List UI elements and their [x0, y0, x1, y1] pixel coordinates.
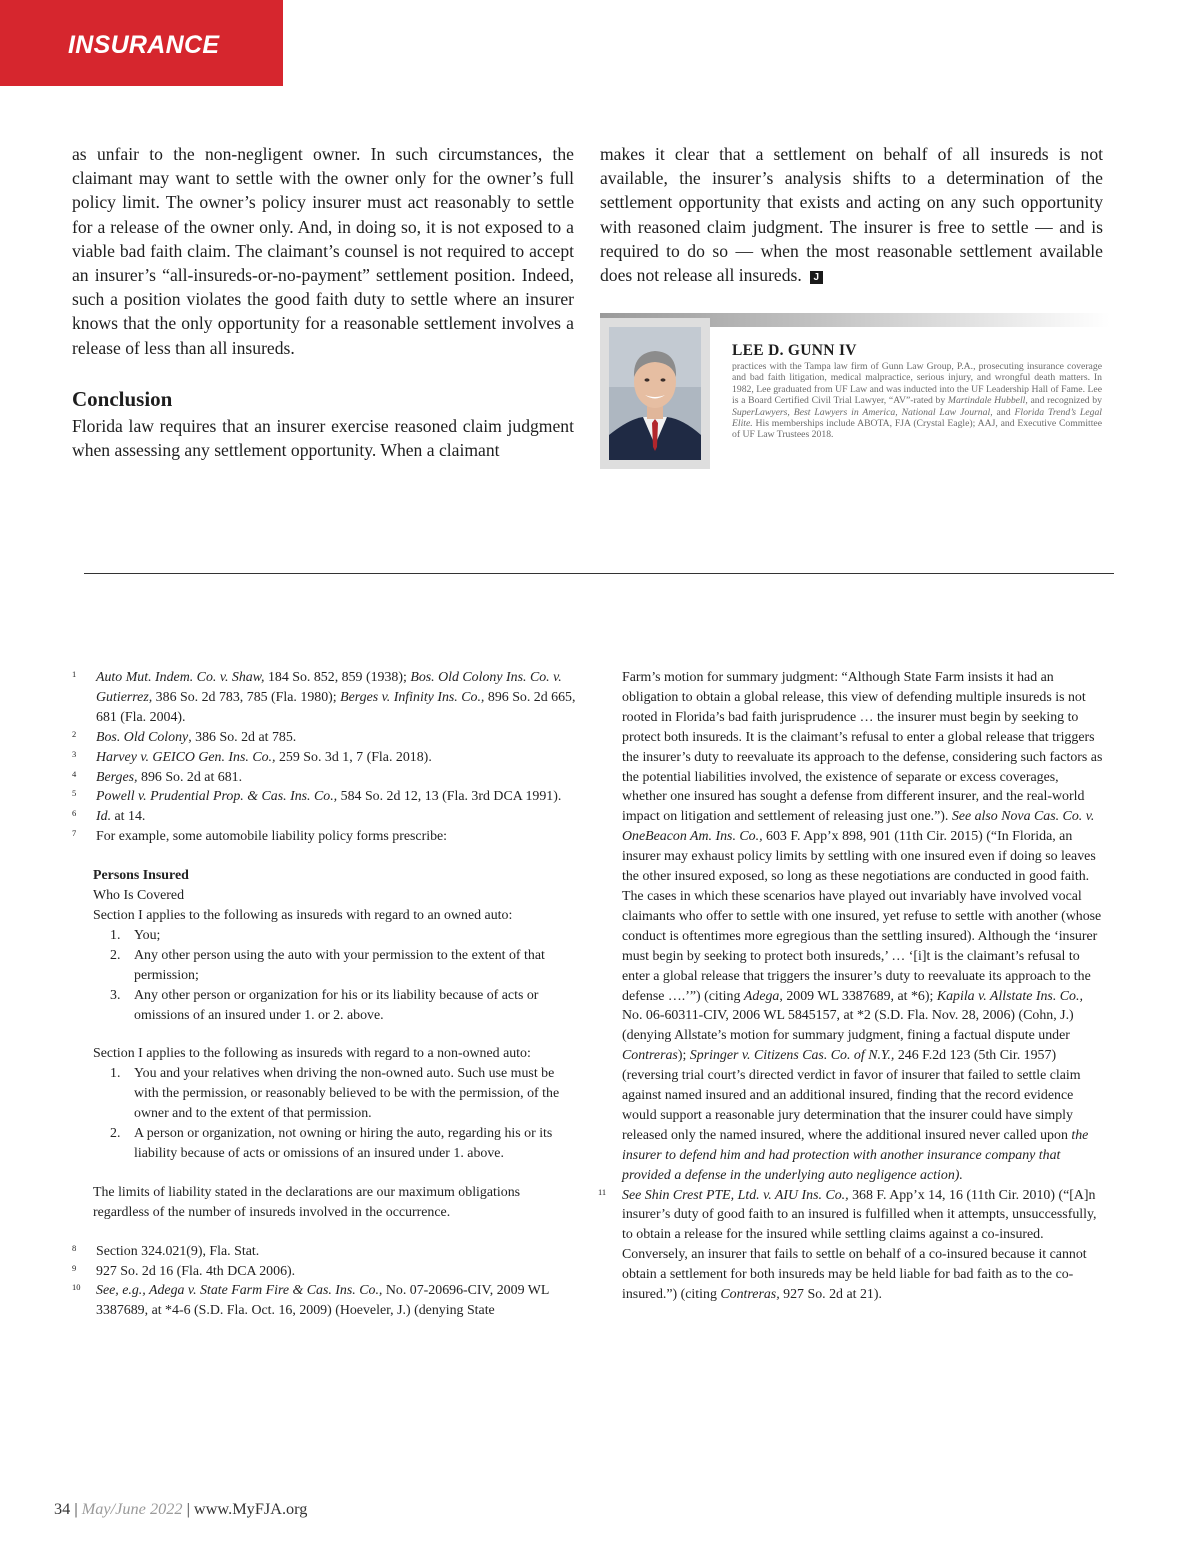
citation-text: , 2009 WL 3387689, at *6);: [779, 988, 937, 1004]
policy-text: Section I applies to the following as insureds with regard to a non-owned auto:: [93, 1046, 531, 1062]
bio-text-part: , and: [990, 406, 1015, 418]
policy-heading: Persons Insured: [93, 868, 189, 884]
case-name: Id.: [96, 809, 112, 825]
section-heading: Conclusion: [72, 386, 173, 411]
footnote: [72, 728, 577, 748]
footnote-number: 4: [72, 768, 77, 779]
footnote-number: 5: [72, 788, 77, 799]
list-number: 3.: [110, 987, 121, 1003]
citation-text: 386 So. 2d 783, 785 (Fla. 1980);: [152, 689, 341, 705]
website-url: www.MyFJA.org: [193, 1499, 308, 1518]
bio-text-part: practices with the Tampa law firm of Gunn Law Group, P.A., prosecuting insurance coverage and bad faith litigation, medical malpractice, serious injury, and wrongful death matters. In 1982, Lee graduated from UF Law and was inducted into the UF Leadership Hall of Fame. Lee is a Board Certified Civil Trial Lawyer, “AV”-rated by: [732, 361, 1102, 407]
case-name: Contreras,: [720, 1287, 780, 1303]
article-right-column: [600, 142, 1103, 287]
citation-text: 246 F.2d 123 (5th Cir. 1957) (reversing trial court’s directed verdict in favor of insurer that failed to settle claim against named insured and an additional insured, finding that the record evidence would support a reasonable jury determination that the insurer could have simply released only the named insured, where the additional insured never called upon: [622, 1048, 1081, 1143]
footnote-divider: [84, 573, 1114, 574]
case-name: Berges,: [96, 769, 138, 785]
citation-text: No. 07-20696-CIV, 2009 WL 3387689, at *4-6 (S.D. Fla. Oct. 16, 2009) (Hoeveler, J.) (denying State: [96, 1283, 549, 1319]
list-text: A person or organization, not owning or hiring the auto, regarding his or its liability because of acts or omissions of an insured under 1. above.: [134, 1126, 553, 1161]
bio-text-italic: SuperLawyers, Best Lawyers in America, National Law Journal: [732, 406, 991, 418]
citation-text: 927 So. 2d 16 (Fla. 4th DCA 2006).: [96, 1263, 296, 1279]
bio-text-part: , and recognized by: [1025, 395, 1102, 407]
citation-text: 896 So. 2d at 681.: [137, 769, 243, 785]
case-name: Springer v. Citizens Cas. Co. of N.Y.,: [689, 1048, 895, 1064]
bio-text-part: His memberships include ABOTA, FJA (Crystal Eagle); AAJ, and Executive Committee of UF Law Trustees 2018.: [732, 418, 1102, 441]
page-number: 34: [54, 1499, 71, 1518]
case-name: Kapila v. Allstate Ins. Co.,: [936, 988, 1083, 1004]
footnote-continuation: [598, 668, 1104, 1186]
citation-text: 603 F. App’x 898, 901 (11th Cir. 2015) (“In Florida, an insurer may exhaust policy limits by settling with one insured even if doing so leaves the other insured exposed, so long as these negotiations are conducted in good faith. The cases in which these scenarios have played out invariably have involved vocal claimants who offer to settle with one insured, yet refuse to settle with another (whose conduct is oftentimes more egregious than the settling insured). Although the ‘insurer must begin by seeking to protect both insureds,’ … ‘[i]t is the claimant’s refusal to enter a global release that triggers the insurer’s duty to reevaluate its approach to the defense ….’”) (citing: [622, 829, 1102, 1004]
quoted-text: the insurer to defend him and had protection with another insurance company that provided a defense in the underlying auto negligence action).: [622, 1127, 1089, 1183]
footnote: [72, 827, 577, 847]
citation-text: , 386 So. 2d at 785.: [188, 729, 297, 745]
article-left-column: [72, 142, 574, 462]
footnote-number: 7: [72, 828, 77, 839]
section-tab: [0, 0, 283, 86]
policy-subheading: Who Is Covered: [93, 888, 185, 904]
citation-text: Section 324.021(9), Fla. Stat.: [96, 1243, 260, 1259]
footnote: [72, 787, 577, 807]
case-name: See Shin Crest PTE, Ltd. v. AIU Ins. Co.,: [622, 1187, 849, 1203]
citation-text: No. 06-60311-CIV, 2006 WL 5845157, at *2 (S.D. Fla. Nov. 28, 2006) (Cohn, J.) (denying Allstate’s motion for summary judgment, fining a factual dispute under: [622, 1008, 1074, 1044]
author-portrait-illustration: [609, 327, 701, 460]
footnote-number: 10: [72, 1282, 81, 1293]
author-bio: [732, 342, 1102, 441]
footnote: [72, 748, 577, 768]
footnote: [72, 1242, 577, 1262]
footnote: [72, 768, 577, 788]
footnotes-left-column: [72, 668, 577, 1321]
citation-text: 584 So. 2d 12, 13 (Fla. 3rd DCA 1991).: [337, 789, 562, 805]
footnote-number: 9: [72, 1262, 77, 1273]
list-text: You;: [134, 927, 161, 943]
list-text: Any other person using the auto with your permission to the extent of that permission;: [134, 947, 545, 983]
page-footer: [54, 1499, 307, 1519]
bio-text-italic: Martindale Hubbell: [947, 395, 1026, 407]
citation-text: For example, some automobile liability policy forms prescribe:: [96, 829, 448, 845]
footnote: [598, 1186, 1104, 1305]
footnote-number: 11: [598, 1186, 607, 1197]
footnote-number: 8: [72, 1242, 77, 1253]
citation-text: 184 So. 852, 859 (1938);: [264, 670, 411, 685]
footnote-number: 3: [72, 748, 77, 759]
case-name: Harvey v. GEICO Gen. Ins. Co.,: [96, 749, 276, 765]
case-name: Adega: [743, 988, 780, 1004]
case-name: Powell v. Prudential Prop. & Cas. Ins. Co.,: [96, 789, 338, 805]
policy-list-item: [72, 1064, 577, 1124]
case-name: Berges v. Infinity Ins. Co.,: [340, 689, 485, 705]
body-paragraph: [600, 142, 1103, 287]
policy-text: The limits of liability stated in the declarations are our maximum obligations regardless of the number of insureds involved in the occurrence.: [93, 1184, 521, 1220]
body-paragraph: Florida law requires that an insurer exercise reasoned claim judgment when assessing any settlement opportunity. When a claimant: [72, 415, 574, 461]
policy-list-item: [72, 1124, 577, 1164]
footer-separator: |: [70, 1499, 82, 1518]
case-name: See also Nova Cas. Co. v. OneBeacon Am. Ins. Co.,: [622, 809, 1095, 845]
author-bio-text: [732, 361, 1102, 441]
footnote-number: 1: [72, 669, 77, 679]
list-number: 1.: [110, 1066, 121, 1082]
footnote: [72, 1262, 577, 1282]
policy-list-item: [72, 926, 577, 946]
footer-separator: |: [182, 1499, 194, 1518]
footnotes-right-column: [598, 668, 1104, 1305]
case-name: See, e.g., Adega v. State Farm Fire & Cas. Ins. Co.,: [96, 1283, 383, 1299]
list-text: Any other person or organization for his or its liability because of acts or omissions of an insured under 1. or 2. above.: [134, 987, 539, 1023]
citation-text: );: [677, 1048, 690, 1064]
end-of-article-mark: J: [810, 271, 823, 284]
body-text: makes it clear that a settlement on behalf of all insureds is not available, the insurer’s analysis shifts to a determination of the settlement opportunity that exists and acting on any such opportunity with reasoned claim judgment. The insurer is free to settle — and is required to do so — when the most reasonable settlement available does not release all insureds.: [600, 144, 1103, 286]
footnote: [72, 1281, 577, 1321]
bio-text-italic: Florida Trend’s Legal Elite.: [732, 406, 1102, 430]
footnote: [72, 807, 577, 827]
list-number: 2.: [110, 1126, 121, 1142]
author-name: LEE D. GUNN IV: [732, 342, 857, 359]
policy-list-item: [72, 986, 577, 1026]
case-name: Bos. Old Colony Ins. Co. v. Gutierrez,: [96, 670, 562, 705]
citation-text: 896 So. 2d 665, 681 (Fla. 2004).: [96, 689, 576, 725]
footnote: [72, 668, 577, 728]
case-name: Bos. Old Colony: [96, 729, 189, 745]
citation-text: at 14.: [111, 809, 146, 825]
citation-text: Farm’s motion for summary judgment: “Although State Farm insists it had an obligation to obtain a global release, this view of defending multiple insureds is not rooted in Florida’s bad faith jurisprudence … the insurer must begin by seeking to protect both insureds. It is the claimant’s refusal to enter a global release that triggers the insurer’s duty to reevaluate its approach to the defense, considering such factors as the potential liabilities involved, the existence of separate or excess coverages, whether one insured has sought a defense from different insurer, and the real-world impact on litigation and settlement of releasing just one.”).: [622, 670, 1103, 825]
case-name: Auto Mut. Indem. Co. v. Shaw,: [96, 670, 265, 685]
list-number: 2.: [110, 947, 121, 963]
author-photo-frame: [600, 318, 710, 469]
footnote-number: 2: [72, 728, 77, 739]
body-paragraph: as unfair to the non-negligent owner. In such circumstances, the claimant may want to settle with the owner only for the owner’s full policy limit. The owner’s policy insurer must act reasonably to settle for a release of the owner only. And, in doing so, it is not exposed to a viable bad faith claim. The claimant’s counsel is not required to accept an insurer’s “all-insureds-or-no-payment” settlement position. Indeed, such a position violates the good faith duty to settle where an insurer knows that the only opportunity for a reasonable settlement involves a release of less than all insureds.: [72, 144, 574, 358]
citation-text: 259 So. 3d 1, 7 (Fla. 2018).: [275, 749, 432, 765]
list-number: 1.: [110, 927, 121, 943]
author-photo: [609, 327, 701, 460]
citation-text: 368 F. App’x 14, 16 (11th Cir. 2010) (“[A]n insurer’s duty of good faith to an insured is fulfilled when it attempts, unsuccessfully, to obtain a release for the insured while settling claims against a co-insured. Conversely, an insurer that fails to settle on behalf of a co-insured because it cannot obtain a settlement for both insureds may be held liable for bad faith as to the co-insured.”) (citing: [622, 1187, 1097, 1303]
policy-list-item: [72, 946, 577, 986]
case-name: Contreras: [622, 1048, 678, 1064]
policy-text: Section I applies to the following as insureds with regard to an owned auto:: [93, 907, 513, 923]
issue-date: May/June 2022: [81, 1499, 183, 1518]
section-tab-label: INSURANCE: [68, 31, 220, 59]
citation-text: 927 So. 2d at 21).: [779, 1287, 882, 1303]
list-text: You and your relatives when driving the non-owned auto. Such use must be with the permission, or reasonably believed to be with the permission, of the owner and to the extent of that permission.: [134, 1066, 560, 1122]
footnote-number: 6: [72, 808, 77, 819]
